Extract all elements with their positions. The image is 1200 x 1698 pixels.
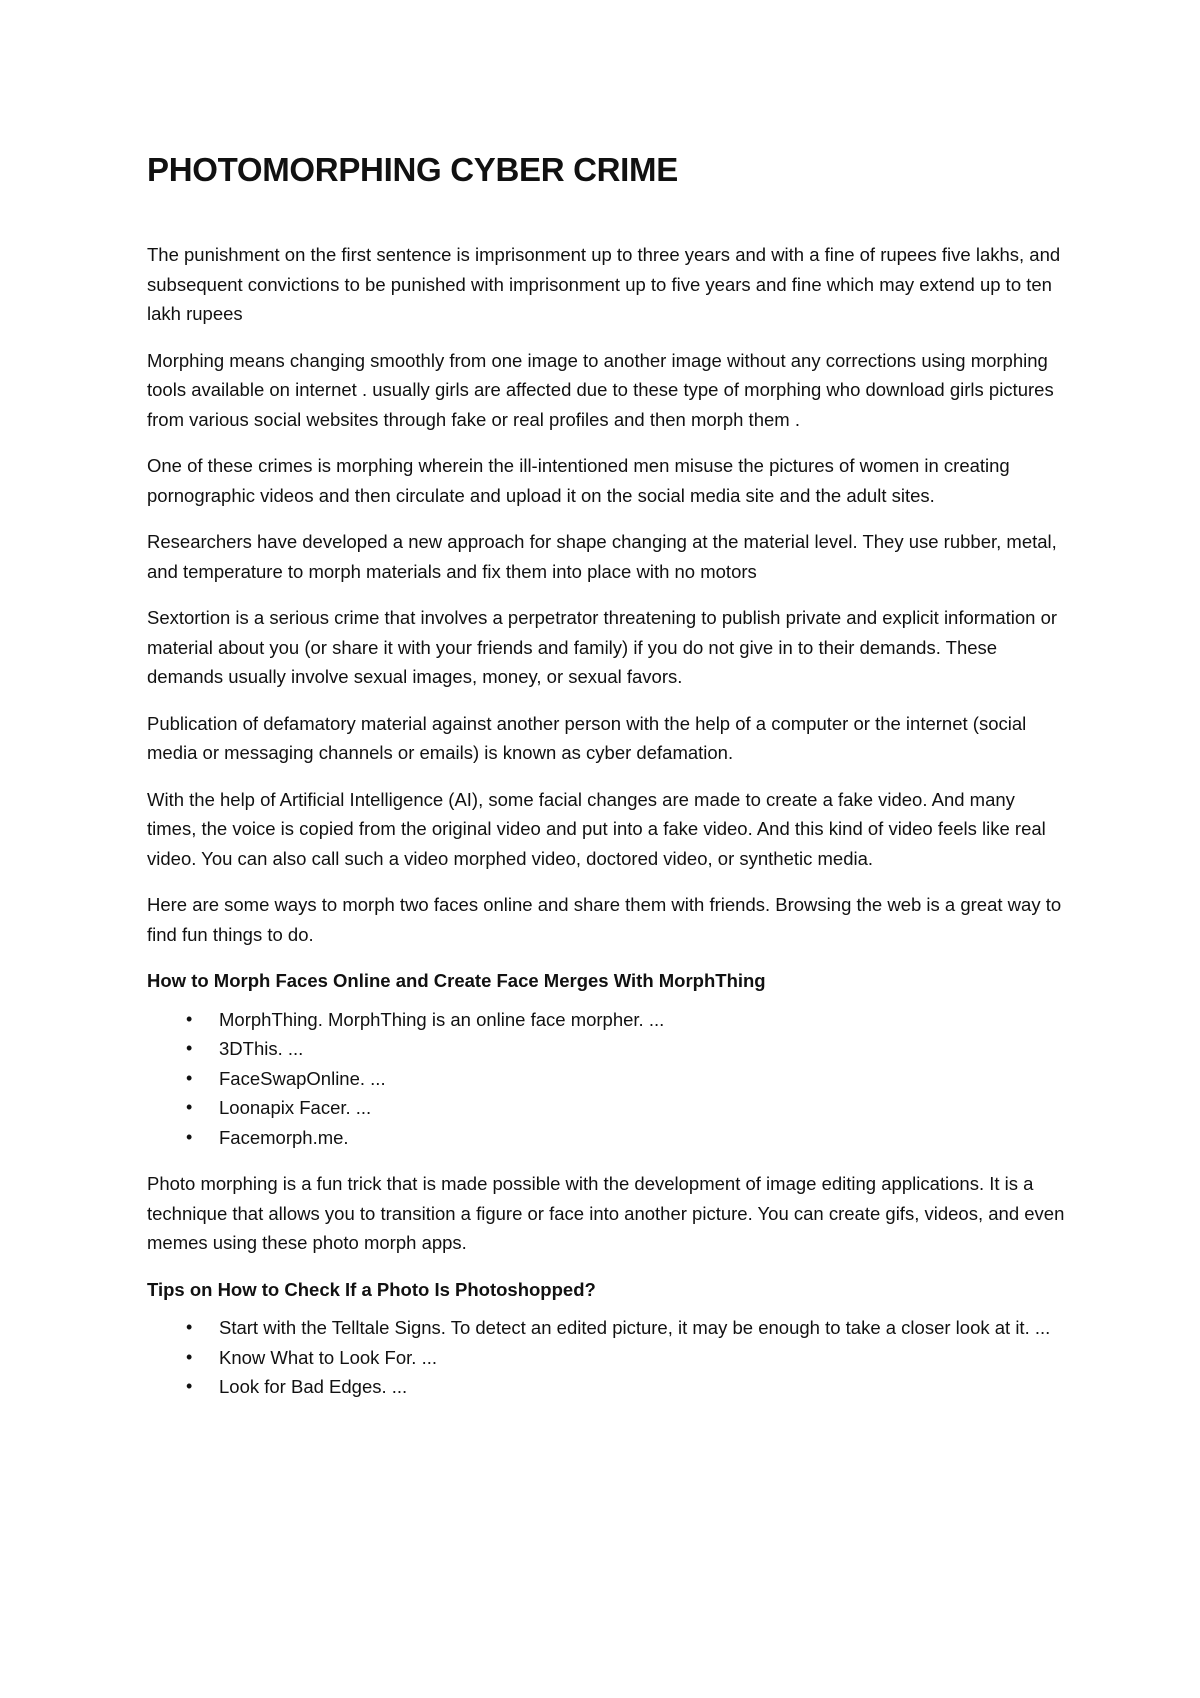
list-photoshop-tips bbox=[147, 1313, 1067, 1402]
paragraph-crimes: One of these crimes is morphing wherein the ill-intentioned men misuse the pictures of women in creating pornographic videos and then circulate and upload it on the social media site and the adult sites. bbox=[147, 455, 1010, 506]
paragraph-researchers: Researchers have developed a new approach for shape changing at the material level. They use rubber, metal, and temperature to morph materials and fix them into place with no motors bbox=[147, 531, 1057, 582]
list-item bbox=[147, 1372, 1067, 1402]
list-item bbox=[147, 1343, 1067, 1373]
list-item-text: 3DThis. ... bbox=[219, 1038, 304, 1059]
bullet-icon: • bbox=[186, 1097, 193, 1117]
bullet-icon: • bbox=[186, 1067, 193, 1088]
list-item bbox=[147, 1123, 1067, 1153]
paragraph-defamation: Publication of defamatory material against another person with the help of a computer or the internet (social media or messaging channels or emails) is known as cyber defamation. bbox=[147, 712, 1027, 763]
bullet-icon: • bbox=[186, 1126, 193, 1147]
heading-photoshop-tips: Tips on How to Check If a Photo Is Photoshopped? bbox=[147, 1278, 596, 1300]
list-morph-tools bbox=[147, 1005, 1067, 1153]
paragraph-sextortion: Sextortion is a serious crime that involves a perpetrator threatening to publish private and explicit information or material about you (or share it with your friends and family) if you do not give in to their demands. These demands usually involve sexual images, money, or sexual favors. bbox=[147, 607, 1058, 687]
list-item-text: FaceSwapOnline. ... bbox=[219, 1067, 386, 1089]
bullet-icon: • bbox=[186, 1317, 193, 1337]
list-item-text: Facemorph.me. bbox=[219, 1126, 349, 1148]
bullet-icon: • bbox=[186, 1376, 193, 1396]
paragraph-morph-online: Here are some ways to morph two faces online and share them with friends. Browsing the web is a great way to find fun things to do. bbox=[147, 894, 1062, 945]
list-item bbox=[147, 1005, 1067, 1035]
list-item bbox=[147, 1064, 1067, 1094]
list-item-text: Start with the Telltale Signs. To detect an edited picture, it may be enough to take a closer look at it. ... bbox=[219, 1317, 1051, 1338]
paragraph-punishment: The punishment on the first sentence is imprisonment up to three years and with a fine of rupees five lakhs, and subsequent convictions to be punished with imprisonment up to five years and fine which may extend up to ten lakh rupees bbox=[147, 244, 1061, 324]
document-page bbox=[147, 150, 1067, 1419]
paragraph-ai-fake-video: With the help of Artificial Intelligence (AI), some facial changes are made to create a fake video. And many times, the voice is copied from the original video and put into a fake video. And this kind of video feels like real video. You can also call such a video morphed video, doctored video, or synthetic media. bbox=[147, 788, 1046, 869]
heading-morph-faces-online: How to Morph Faces Online and Create Face Merges With MorphThing bbox=[147, 970, 766, 991]
list-item-text: Know What to Look For. ... bbox=[219, 1346, 437, 1368]
paragraph-morphing-definition: Morphing means changing smoothly from one image to another image without any corrections using morphing tools available on internet . usually girls are affected due to these type of morphing who download girls pictures from various social websites through fake or real profiles and then morph them . bbox=[147, 349, 1054, 430]
paragraph-photo-morphing: Photo morphing is a fun trick that is made possible with the development of image editing applications. It is a technique that allows you to transition a figure or face into another picture. You can create gifs, videos, and even memes using these photo morph apps. bbox=[147, 1173, 1065, 1253]
list-item-text: Look for Bad Edges. ... bbox=[219, 1376, 408, 1397]
list-item bbox=[147, 1034, 1067, 1064]
list-item bbox=[147, 1093, 1067, 1123]
list-item-text: Loonapix Facer. ... bbox=[219, 1097, 372, 1118]
bullet-icon: • bbox=[186, 1346, 193, 1367]
document-title: PHOTOMORPHING CYBER CRIME bbox=[147, 151, 678, 188]
list-item-text: MorphThing. MorphThing is an online face morpher. ... bbox=[219, 1008, 665, 1030]
bullet-icon: • bbox=[186, 1008, 193, 1029]
bullet-icon: • bbox=[186, 1038, 193, 1058]
list-item bbox=[147, 1313, 1067, 1343]
